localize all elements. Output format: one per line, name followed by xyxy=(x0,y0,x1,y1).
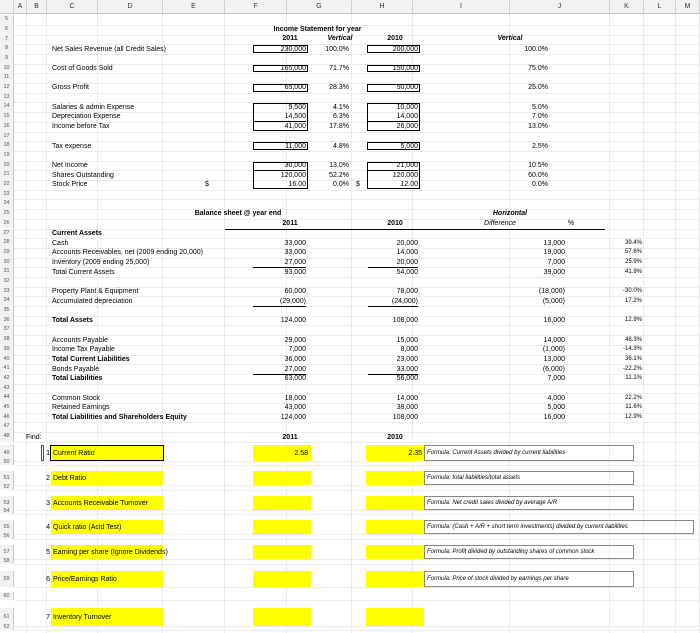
find-formula[interactable]: Formula: Net credit sales divided by average A/R xyxy=(427,499,558,506)
row-header-42[interactable]: 42 xyxy=(0,374,14,384)
row-gridline xyxy=(14,325,700,326)
income-vertical[interactable]: 28.3% xyxy=(329,84,349,92)
balance-2010[interactable]: 38,000 xyxy=(396,404,418,412)
find-2011-cell[interactable] xyxy=(253,608,311,626)
row-gridline xyxy=(14,559,700,560)
balance-pct[interactable]: 39.4% xyxy=(624,239,642,246)
balance-pct[interactable]: -14.3% xyxy=(622,346,642,353)
balance-label[interactable]: Current Assets xyxy=(52,229,102,237)
income-2010-box xyxy=(367,45,420,53)
row-header-59[interactable]: 59 xyxy=(0,571,14,587)
balance-pct[interactable]: 12.9% xyxy=(624,414,642,421)
income-vertical-2[interactable]: 7.0% xyxy=(532,113,548,121)
row-header-40[interactable]: 40 xyxy=(0,355,14,365)
find-2011-cell[interactable] xyxy=(253,471,311,485)
balance-2011[interactable]: 33,000 xyxy=(284,249,306,257)
column-header-g[interactable]: G xyxy=(287,0,352,14)
income-label[interactable]: Stock Price xyxy=(52,181,88,189)
income-vertical-2[interactable]: 25.0% xyxy=(528,84,548,92)
income-2010[interactable]: 150,000 xyxy=(392,64,418,72)
row-gridline xyxy=(14,277,700,278)
income-label[interactable]: Shares Outstanding xyxy=(52,171,114,179)
find-label[interactable]: Find: xyxy=(26,433,42,441)
balance-difference[interactable]: 7,000 xyxy=(547,258,565,266)
balance-2011[interactable]: 63,000 xyxy=(284,375,306,383)
row-gridline xyxy=(14,490,700,491)
row-header-30[interactable]: 30 xyxy=(0,258,14,268)
income-2011[interactable]: 165,000 xyxy=(280,64,306,72)
income-vertical-2[interactable]: 0.0% xyxy=(532,181,548,189)
balance-pct[interactable]: 48.3% xyxy=(624,336,642,343)
row-gridline xyxy=(14,132,700,133)
row-gridline xyxy=(14,219,700,220)
income-title[interactable]: Income Statement for year xyxy=(273,26,362,34)
row-header-45[interactable]: 45 xyxy=(0,403,14,413)
find-2010-cell[interactable] xyxy=(366,471,424,485)
column-gridline xyxy=(46,14,47,633)
income-2011[interactable]: 230,000 xyxy=(280,45,306,53)
balance-2010[interactable]: 108,000 xyxy=(392,414,418,422)
balance-label[interactable]: Cash xyxy=(52,239,69,247)
find-number[interactable]: 7 xyxy=(46,613,50,621)
balance-difference[interactable]: (1,000) xyxy=(542,346,565,354)
balance-pct[interactable]: 25.9% xyxy=(624,258,642,265)
balance-2010[interactable]: 33,000 xyxy=(368,365,418,375)
income-2010-box xyxy=(367,84,420,92)
find-number[interactable]: 5 xyxy=(46,548,50,556)
column-header-d[interactable]: D xyxy=(98,0,163,14)
find-formula[interactable]: Formula: (Cash + A/R + short term investments) divided by current liabilities xyxy=(427,523,628,530)
column-header-m[interactable]: M xyxy=(676,0,700,14)
find-2011-cell[interactable] xyxy=(253,520,311,534)
find-item-label[interactable]: Debt Ratio xyxy=(53,474,87,482)
income-2011[interactable]: 41,000 xyxy=(284,123,306,131)
balance-header-rule xyxy=(225,229,605,230)
income-2011[interactable]: 14,500 xyxy=(253,112,306,122)
row-header-55[interactable]: 55 xyxy=(0,520,14,534)
row-header-24[interactable]: 24 xyxy=(0,199,14,209)
balance-2011[interactable]: 7,000 xyxy=(288,346,306,354)
row-header-13[interactable]: 13 xyxy=(0,93,14,103)
row-header-32[interactable]: 32 xyxy=(0,277,14,287)
balance-label[interactable]: Total Current Liabilities xyxy=(52,355,130,363)
row-gridline xyxy=(14,73,700,74)
row-header-62[interactable]: 62 xyxy=(0,624,14,630)
income-2010[interactable]: 200,000 xyxy=(392,45,418,53)
balance-2011[interactable]: 43,000 xyxy=(284,404,306,412)
balance-difference[interactable]: 5,000 xyxy=(547,404,565,412)
find-2011-cell[interactable] xyxy=(253,571,311,587)
balance-difference[interactable]: 13,000 xyxy=(543,355,565,363)
balance-difference[interactable]: 4,000 xyxy=(547,394,565,402)
row-header-5[interactable]: 5 xyxy=(0,15,14,25)
income-2011[interactable]: 11,000 xyxy=(285,142,306,150)
column-header-f[interactable]: F xyxy=(225,0,287,14)
row-header-9[interactable]: 9 xyxy=(0,54,14,64)
find-formula[interactable]: Formula: Current Assets divided by current liabilities xyxy=(427,449,566,456)
balance-2010[interactable]: 14,000 xyxy=(396,249,418,257)
row-gridline xyxy=(14,465,700,466)
balance-pct[interactable]: 11.1% xyxy=(625,375,642,382)
row-header-14[interactable]: 14 xyxy=(0,102,14,112)
income-2011-box xyxy=(253,103,308,130)
balance-label[interactable]: Total Current Assets xyxy=(52,268,115,276)
balance-2010[interactable]: 108,000 xyxy=(392,317,418,325)
column-gridline xyxy=(643,14,644,633)
balance-pct[interactable]: 12.9% xyxy=(624,317,642,324)
balance-2011[interactable]: 33,000 xyxy=(284,239,306,247)
balance-pct[interactable]: 57.6% xyxy=(624,249,642,256)
income-2010[interactable]: 21,000 xyxy=(368,161,418,171)
find-2010-cell[interactable] xyxy=(366,608,424,626)
row-header-43[interactable]: 43 xyxy=(0,384,14,394)
column-header-j[interactable]: J xyxy=(510,0,610,14)
column-header-k[interactable]: K xyxy=(610,0,644,14)
income-2011-box xyxy=(253,65,308,73)
income-label[interactable]: Depreciation Expense xyxy=(52,113,121,121)
balance-difference[interactable]: 16,000 xyxy=(543,414,565,422)
balance-2010[interactable]: (24,000) xyxy=(368,297,418,307)
balance-h-horizontal[interactable]: Horizontal xyxy=(492,210,528,218)
column-header-l[interactable]: L xyxy=(644,0,676,14)
balance-label[interactable]: Bonds Payable xyxy=(52,365,100,373)
row-header-51[interactable]: 51 xyxy=(0,471,14,485)
find-2010-cell[interactable] xyxy=(366,545,424,559)
balance-2011[interactable]: 93,000 xyxy=(284,268,306,276)
row-gridline xyxy=(14,384,700,385)
income-vertical-2[interactable]: 75.0% xyxy=(528,64,548,72)
income-h-vertical-2[interactable]: Vertical xyxy=(497,34,523,42)
income-2010-box xyxy=(367,162,420,189)
row-gridline xyxy=(14,442,700,443)
income-currency[interactable]: $ xyxy=(205,181,209,189)
balance-label[interactable]: Total Liabilities xyxy=(52,375,103,383)
row-header-7[interactable]: 7 xyxy=(0,35,14,45)
balance-label[interactable]: Inventory (2009 ending 25,000) xyxy=(52,258,150,266)
find-item-label[interactable]: Current Ratio xyxy=(53,449,95,457)
balance-label[interactable]: Retained Earnings xyxy=(52,404,110,412)
column-header-c[interactable]: C xyxy=(47,0,98,14)
balance-pct[interactable]: -22.2% xyxy=(622,365,642,372)
balance-pct[interactable]: 41.9% xyxy=(624,268,642,275)
column-header-h[interactable]: H xyxy=(352,0,413,14)
income-2010[interactable]: 50,000 xyxy=(396,84,418,92)
row-header-26[interactable]: 26 xyxy=(0,219,14,229)
find-number[interactable]: 1 xyxy=(46,449,50,457)
row-gridline xyxy=(14,630,700,631)
balance-2011[interactable]: 124,000 xyxy=(280,414,306,422)
income-label[interactable]: Tax expense xyxy=(52,142,92,150)
balance-2011[interactable]: (29,000) xyxy=(253,297,306,307)
find-item-label[interactable]: Price/Earnings Ratio xyxy=(53,575,117,583)
row-header-54[interactable]: 54 xyxy=(0,508,14,514)
balance-difference[interactable]: 16,000 xyxy=(543,317,565,325)
income-2010[interactable]: 120,000 xyxy=(392,171,418,179)
income-vertical[interactable]: 6.3% xyxy=(333,113,349,121)
income-2011[interactable]: 120,000 xyxy=(280,171,306,179)
row-header-6[interactable]: 6 xyxy=(0,25,14,35)
row-header-60[interactable]: 60 xyxy=(0,592,14,600)
balance-h-2011[interactable]: 2011 xyxy=(282,220,298,228)
find-2011-cell[interactable] xyxy=(253,496,311,510)
find-formula[interactable]: Formula: Price of stock divided by earnings per share xyxy=(427,575,569,582)
income-2011-box xyxy=(253,45,308,53)
balance-pct[interactable]: 11.6% xyxy=(625,404,642,411)
balance-2010[interactable]: 56,000 xyxy=(396,375,418,383)
income-2011[interactable]: 9,500 xyxy=(288,103,306,111)
find-2010-value[interactable]: 2.35 xyxy=(408,449,422,457)
row-header-56[interactable]: 56 xyxy=(0,533,14,539)
balance-2010[interactable]: 14,000 xyxy=(396,394,418,402)
column-header-i[interactable]: I xyxy=(413,0,510,14)
balance-label[interactable]: Total Liabilities and Shareholders Equity xyxy=(52,414,187,422)
column-header-e[interactable]: E xyxy=(163,0,225,14)
row-header-18[interactable]: 18 xyxy=(0,141,14,151)
row-gridline xyxy=(14,626,700,627)
row-header-61[interactable]: 61 xyxy=(0,608,14,626)
balance-difference[interactable]: (18,000) xyxy=(538,288,565,296)
balance-difference[interactable]: (5,000) xyxy=(542,297,565,305)
income-label[interactable]: Salaries & admin Expense xyxy=(52,103,135,111)
income-2011[interactable]: 65,000 xyxy=(284,84,306,92)
income-2011-box xyxy=(253,162,308,189)
row-gridline xyxy=(14,510,700,511)
income-vertical-2[interactable]: 5.0% xyxy=(532,103,548,111)
column-gridline xyxy=(351,14,352,633)
row-header-25[interactable]: 25 xyxy=(0,209,14,219)
find-2011-cell[interactable] xyxy=(253,545,311,559)
column-header-a[interactable]: A xyxy=(14,0,27,14)
income-2010[interactable]: 10,000 xyxy=(396,103,418,111)
income-vertical[interactable]: 52.2% xyxy=(329,171,349,179)
find-number[interactable]: 4 xyxy=(46,523,50,531)
row-header-35[interactable]: 35 xyxy=(0,306,14,316)
balance-label[interactable]: Common Stock xyxy=(52,394,100,402)
row-header-44[interactable]: 44 xyxy=(0,393,14,403)
row-gridline xyxy=(14,151,700,152)
row-header-37[interactable]: 37 xyxy=(0,325,14,335)
balance-h-difference[interactable]: Difference xyxy=(484,220,516,228)
find-item-label[interactable]: Quick ratio (Acid Test) xyxy=(53,523,122,531)
balance-pct[interactable]: 36.1% xyxy=(624,355,642,362)
income-label[interactable]: Cost of Goods Sold xyxy=(52,64,113,72)
row-gridline xyxy=(14,432,700,433)
find-2010-cell[interactable] xyxy=(366,496,424,510)
column-header-b[interactable]: B xyxy=(27,0,47,14)
row-gridline xyxy=(14,54,700,55)
balance-difference[interactable]: 19,000 xyxy=(543,249,565,257)
income-2010[interactable]: 12.00 xyxy=(400,181,418,189)
find-formula[interactable]: Formula: total liabilities/total assets xyxy=(427,474,521,481)
row-gridline xyxy=(14,587,700,588)
income-2010-box xyxy=(367,142,420,150)
row-header-12[interactable]: 12 xyxy=(0,83,14,93)
balance-difference[interactable]: 13,000 xyxy=(543,239,565,247)
row-gridline xyxy=(14,93,700,94)
income-vertical-2[interactable]: 2.5% xyxy=(532,142,548,150)
balance-label[interactable]: Property Plant & Equipment xyxy=(52,288,139,296)
income-2011-box xyxy=(253,142,308,150)
balance-2011[interactable]: 60,000 xyxy=(284,288,306,296)
find-h-2011[interactable]: 2011 xyxy=(282,433,298,441)
income-h-2011[interactable]: 2011 xyxy=(282,34,298,42)
income-vertical[interactable]: 4.8% xyxy=(333,142,349,150)
find-2010-cell[interactable] xyxy=(366,520,424,534)
row-gridline xyxy=(14,306,700,307)
balance-2010[interactable]: 15,000 xyxy=(396,336,418,344)
row-header-36[interactable]: 36 xyxy=(0,316,14,326)
balance-2011[interactable]: 29,000 xyxy=(284,336,306,344)
income-2010-box xyxy=(367,65,420,73)
balance-label[interactable]: Accounts Payable xyxy=(52,336,109,344)
balance-difference[interactable]: 7,000 xyxy=(547,375,565,383)
balance-difference[interactable]: 39,000 xyxy=(543,268,565,276)
balance-title[interactable]: Balance sheet @ year end xyxy=(194,210,282,218)
income-label[interactable]: Net Income xyxy=(52,161,88,169)
balance-2011[interactable]: 124,000 xyxy=(280,317,306,325)
row-header-50[interactable]: 50 xyxy=(0,459,14,465)
find-number[interactable]: 2 xyxy=(46,474,50,482)
row-gridline xyxy=(14,539,700,540)
row-header-47[interactable]: 47 xyxy=(0,422,14,432)
balance-2010[interactable]: 20,000 xyxy=(368,258,418,268)
row-gridline xyxy=(14,209,700,210)
balance-difference[interactable]: (6,000) xyxy=(542,365,565,373)
row-header-21[interactable]: 21 xyxy=(0,170,14,180)
balance-2011[interactable]: 36,000 xyxy=(284,355,306,363)
find-h-2010[interactable]: 2010 xyxy=(387,433,403,441)
balance-h-pct[interactable]: % xyxy=(567,220,575,228)
row-header-41[interactable]: 41 xyxy=(0,364,14,374)
row-header-22[interactable]: 22 xyxy=(0,180,14,190)
income-label[interactable]: Income before Tax xyxy=(52,123,110,131)
find-2010-cell[interactable] xyxy=(366,571,424,587)
balance-pct[interactable]: 22.2% xyxy=(624,394,642,401)
column-gridline xyxy=(675,14,676,633)
row-header-52[interactable]: 52 xyxy=(0,484,14,490)
row-header-31[interactable]: 31 xyxy=(0,267,14,277)
balance-2010[interactable]: 20,000 xyxy=(396,239,418,247)
income-2011[interactable]: 30,000 xyxy=(253,161,306,171)
row-header-46[interactable]: 46 xyxy=(0,413,14,423)
income-2010[interactable]: 5,000 xyxy=(400,142,418,150)
balance-pct[interactable]: -30.0% xyxy=(622,288,642,295)
find-item-label[interactable]: Inventory Turnover xyxy=(53,613,112,621)
select-all-corner[interactable] xyxy=(0,0,14,14)
row-gridline xyxy=(14,422,700,423)
balance-label[interactable]: Accounts Receivables, net (2009 ending 20,000) xyxy=(52,249,203,257)
row-gridline xyxy=(14,461,700,462)
row-header-20[interactable]: 20 xyxy=(0,161,14,171)
row-header-15[interactable]: 15 xyxy=(0,112,14,122)
row-header-38[interactable]: 38 xyxy=(0,335,14,345)
row-header-48[interactable]: 48 xyxy=(0,432,14,442)
balance-label[interactable]: Income Tax Payable xyxy=(52,346,115,354)
income-vertical[interactable]: 100.0% xyxy=(325,45,349,53)
income-vertical[interactable]: 71.7% xyxy=(329,64,349,72)
row-header-23[interactable]: 23 xyxy=(0,190,14,200)
income-vertical-2[interactable]: 13.0% xyxy=(528,123,548,131)
income-2011-box xyxy=(253,84,308,92)
row-header-58[interactable]: 58 xyxy=(0,558,14,564)
row-header-10[interactable]: 10 xyxy=(0,64,14,74)
find-2011-value[interactable]: 2.58 xyxy=(294,449,308,457)
balance-2011[interactable]: 27,000 xyxy=(253,365,306,375)
row-gridline xyxy=(14,564,700,565)
find-number[interactable]: 6 xyxy=(46,575,50,583)
row-header-16[interactable]: 16 xyxy=(0,122,14,132)
balance-2010[interactable]: 54,000 xyxy=(396,268,418,276)
row-header-29[interactable]: 29 xyxy=(0,248,14,258)
row-gridline xyxy=(14,190,700,191)
row-header-28[interactable]: 28 xyxy=(0,238,14,248)
row-header-49[interactable]: 49 xyxy=(0,445,14,461)
row-header-53[interactable]: 53 xyxy=(0,496,14,510)
income-label[interactable]: Net Sales Revenue (all Credit Sales) xyxy=(52,45,166,53)
row-header-17[interactable]: 17 xyxy=(0,132,14,142)
balance-2011[interactable]: 27,000 xyxy=(253,258,306,268)
row-header-27[interactable]: 27 xyxy=(0,229,14,239)
income-2011[interactable]: 16.00 xyxy=(288,181,306,189)
find-item-label[interactable]: Earning per share (Ignore Dividends) xyxy=(53,548,168,556)
row-gridline xyxy=(14,600,700,601)
balance-2010[interactable]: 78,000 xyxy=(396,288,418,296)
income-vertical[interactable]: 4.1% xyxy=(333,103,349,111)
row-header-33[interactable]: 33 xyxy=(0,287,14,297)
balance-2010[interactable]: 23,000 xyxy=(396,355,418,363)
income-vertical[interactable]: 13.0% xyxy=(329,161,349,169)
current-ratio-border xyxy=(50,445,164,461)
row-header-19[interactable]: 19 xyxy=(0,151,14,161)
row-gridline xyxy=(14,514,700,515)
row-gridline xyxy=(14,199,700,200)
row-header-39[interactable]: 39 xyxy=(0,345,14,355)
income-h-2010[interactable]: 2010 xyxy=(387,34,403,42)
income-label[interactable]: Gross Profit xyxy=(52,84,89,92)
row-header-57[interactable]: 57 xyxy=(0,545,14,559)
column-gridline xyxy=(26,14,27,633)
income-vertical-2[interactable]: 10.5% xyxy=(528,161,548,169)
balance-label[interactable]: Total Assets xyxy=(52,317,93,325)
income-vertical-2[interactable]: 100.0% xyxy=(524,45,548,53)
find-item-label[interactable]: Accounts Receivable Turnover xyxy=(53,499,148,507)
balance-h-2010[interactable]: 2010 xyxy=(387,220,403,228)
balance-label[interactable]: Accumulated depreciation xyxy=(52,297,133,305)
income-2010[interactable]: 14,000 xyxy=(368,112,418,122)
income-2010-box xyxy=(367,103,420,130)
balance-pct[interactable]: 17.2% xyxy=(624,297,642,304)
row-gridline xyxy=(14,534,700,535)
balance-2011[interactable]: 18,000 xyxy=(284,394,306,402)
row-header-8[interactable]: 8 xyxy=(0,44,14,54)
row-header-11[interactable]: 11 xyxy=(0,73,14,83)
balance-2010[interactable]: 8,000 xyxy=(400,346,418,354)
find-number[interactable]: 3 xyxy=(46,499,50,507)
income-vertical-2[interactable]: 60.0% xyxy=(528,171,548,179)
income-currency-2[interactable]: $ xyxy=(356,181,360,189)
income-vertical[interactable]: 0.0% xyxy=(333,181,349,189)
row-gridline xyxy=(14,485,700,486)
find-formula[interactable]: Formula: Profit divided by outstanding shares of common stock xyxy=(427,548,595,555)
balance-difference[interactable]: 14,000 xyxy=(543,336,565,344)
income-2010[interactable]: 26,000 xyxy=(396,123,418,131)
income-vertical[interactable]: 17.8% xyxy=(329,123,349,131)
row-header-34[interactable]: 34 xyxy=(0,296,14,306)
income-h-vertical[interactable]: Vertical xyxy=(327,34,353,42)
